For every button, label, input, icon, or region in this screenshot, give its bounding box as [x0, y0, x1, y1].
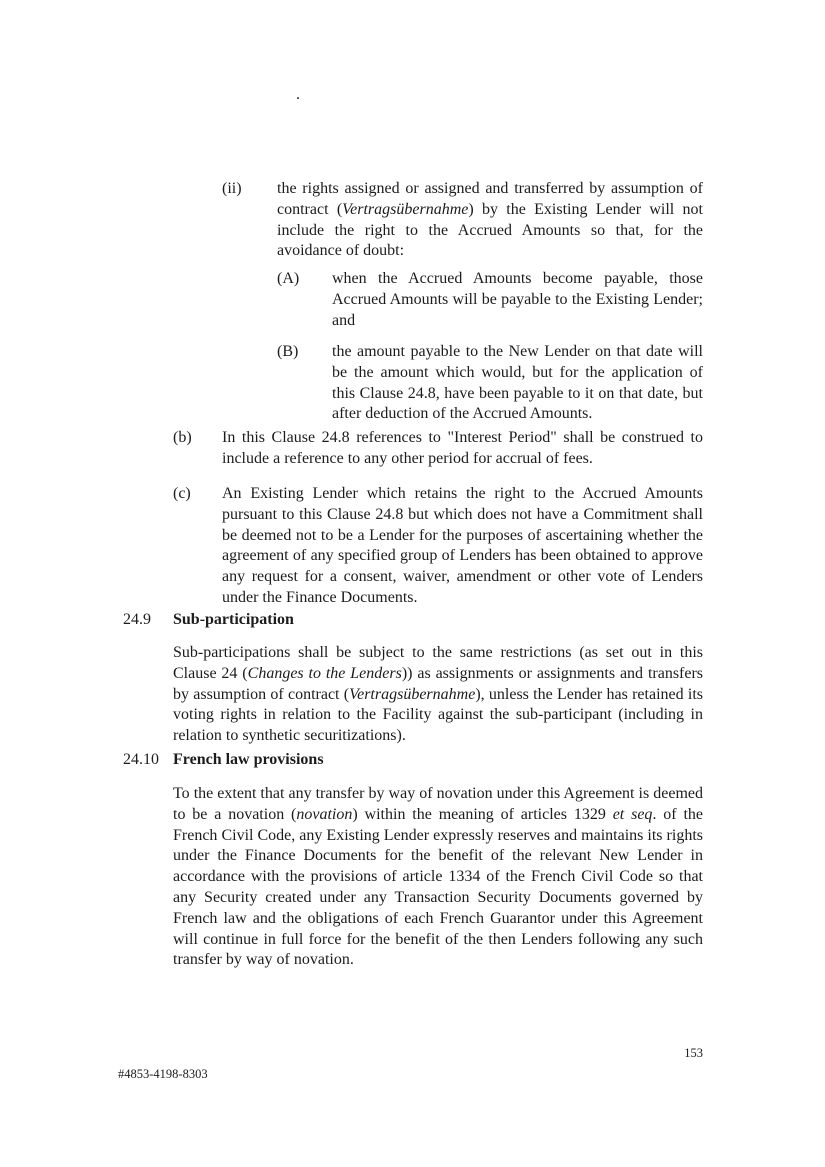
section-24-10-body-text: To the extent that any transfer by way of novation under this Agreement is deemed to be a novation (novation) within the meaning of articles 1329 et seq. of the French Civil Code, any Existing Lender expressly reserves and maintains its rights under the Finance Documents for the benefit of the relevant New Lender in accordance with the provisions of article 1334 of the French Civil Code so that any Security created under any Transaction Security Documents governed by French law and the obligations of each French Guarantor under this Agreement will continue in full force for the benefit of the then Lenders following any such transfer by way of novation.: [173, 785, 704, 969]
clause-ii-paragraph: [222, 179, 703, 262]
clause-ii-label: (ii): [222, 180, 242, 197]
clause-b-paragraph: [173, 428, 703, 470]
page-number: 153: [684, 1046, 703, 1060]
document-id: #4853-4198-8303: [118, 1067, 208, 1081]
clause-B-paragraph: [277, 342, 703, 425]
clause-c-text: An Existing Lender which retains the right to the Accrued Amounts pursuant to this Clause 24.8 but which does not have a Commitment shall be deemed not to be a Lender for the purposes of ascertaining whether the agreement of any specified group of Lenders has been obtained to approve any request for a consent, waiver, amendment or other vote of Lenders under the Finance Documents.: [222, 485, 703, 606]
clause-A-paragraph: [277, 269, 703, 331]
clause-c-paragraph: [173, 484, 703, 609]
clause-b-text: In this Clause 24.8 references to "Interest Period" shall be construed to include a reference to any other period for accrual of fees.: [222, 429, 703, 467]
clause-c-label: (c): [173, 485, 191, 502]
section-24-9-title: Sub-participation: [173, 611, 294, 628]
section-24-10-number: 24.10: [123, 751, 159, 768]
section-24-10-title: French law provisions: [173, 751, 324, 768]
section-24-9-heading: [123, 610, 703, 631]
section-24-9-number: 24.9: [123, 611, 151, 628]
clause-A-text: when the Accrued Amounts become payable, those Accrued Amounts will be payable to the Existing Lender; and: [332, 270, 703, 329]
clause-B-text: the amount payable to the New Lender on that date will be the amount which would, but for the application of this Clause 24.8, have been payable to it on that date, but after deduction of the Accrued Amounts.: [332, 343, 703, 423]
section-24-10-heading: [123, 750, 703, 771]
clause-b-label: (b): [173, 429, 192, 446]
section-24-9-body: [173, 643, 703, 747]
stray-period-mark: .: [296, 86, 300, 103]
section-24-9-body-text: Sub-participations shall be subject to the same restrictions (as set out in this Clause 24 (Changes to the Lenders)) as assignments or assignments and transfers by assumption of contract (Vertragsübernahme), unless the Lender has retained its voting rights in relation to the Facility against the sub-participant (including in relation to synthetic securitizations).: [173, 644, 704, 745]
section-24-10-body: [173, 784, 703, 971]
clause-B-label: (B): [277, 343, 299, 360]
clause-ii-text: the rights assigned or assigned and transferred by assumption of contract (Vertragsübernahme) by the Existing Lender will not include the right to the Accrued Amounts so that, for the avoidance of doubt:: [277, 180, 703, 260]
clause-A-label: (A): [277, 270, 300, 287]
